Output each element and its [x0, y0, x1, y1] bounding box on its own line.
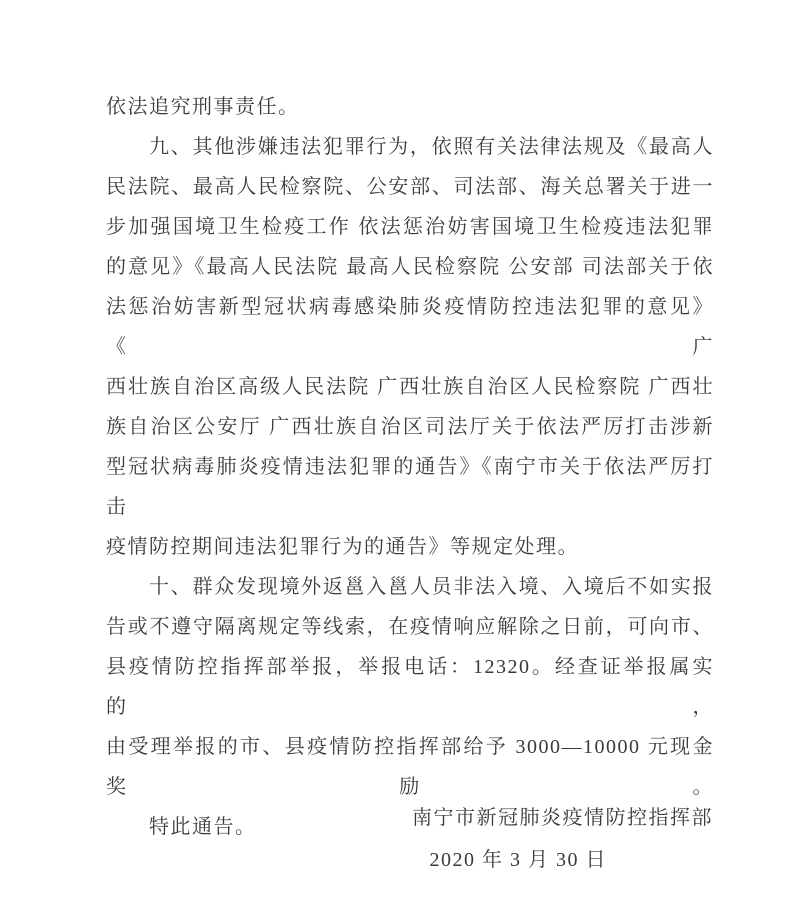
doc-line: 依法追究刑事责任。 — [106, 96, 300, 118]
doc-line: 法惩治妨害新型冠状病毒感染肺炎疫情防控违法犯罪的意见》《广 — [106, 296, 714, 358]
document-body — [106, 87, 714, 847]
doc-line: 告或不遵守隔离规定等线索，在疫情响应解除之日前，可向市、 — [106, 616, 714, 638]
doc-line: 疫情防控期间违法犯罪行为的通告》等规定处理。 — [106, 536, 579, 558]
doc-line: 由受理举报的市、县疫情防控指挥部给予 3000—10000 元现金奖励。 — [106, 736, 714, 798]
doc-line: 县疫情防控指挥部举报，举报电话：12320。经查证举报属实的， — [106, 656, 714, 718]
doc-line: 型冠状病毒肺炎疫情违法犯罪的通告》《南宁市关于依法严厉打击 — [106, 456, 714, 518]
doc-line: 民法院、最高人民检察院、公安部、司法部、海关总署关于进一 — [106, 176, 714, 198]
date-line: 2020 年 3 月 30 日 — [429, 849, 607, 871]
doc-line: 十、群众发现境外返邕入邕人员非法入境、入境后不如实报 — [149, 576, 714, 598]
signature-block — [105, 797, 713, 881]
doc-line: 族自治区公安厅 广西壮族自治区司法厅关于依法严厉打击涉新 — [106, 416, 714, 438]
doc-line: 九、其他涉嫌违法犯罪行为，依照有关法律法规及《最高人 — [149, 136, 714, 158]
doc-line: 步加强国境卫生检疫工作 依法惩治妨害国境卫生检疫违法犯罪 — [106, 216, 714, 238]
doc-line: 的意见》《最高人民法院 最高人民检察院 公安部 司法部关于依 — [106, 256, 714, 278]
doc-line: 西壮族自治区高级人民法院 广西壮族自治区人民检察院 广西壮 — [106, 376, 714, 398]
doc-line: 特此通告。 — [149, 816, 257, 838]
signature-line: 南宁市新冠肺炎疫情防控指挥部 — [412, 807, 713, 829]
